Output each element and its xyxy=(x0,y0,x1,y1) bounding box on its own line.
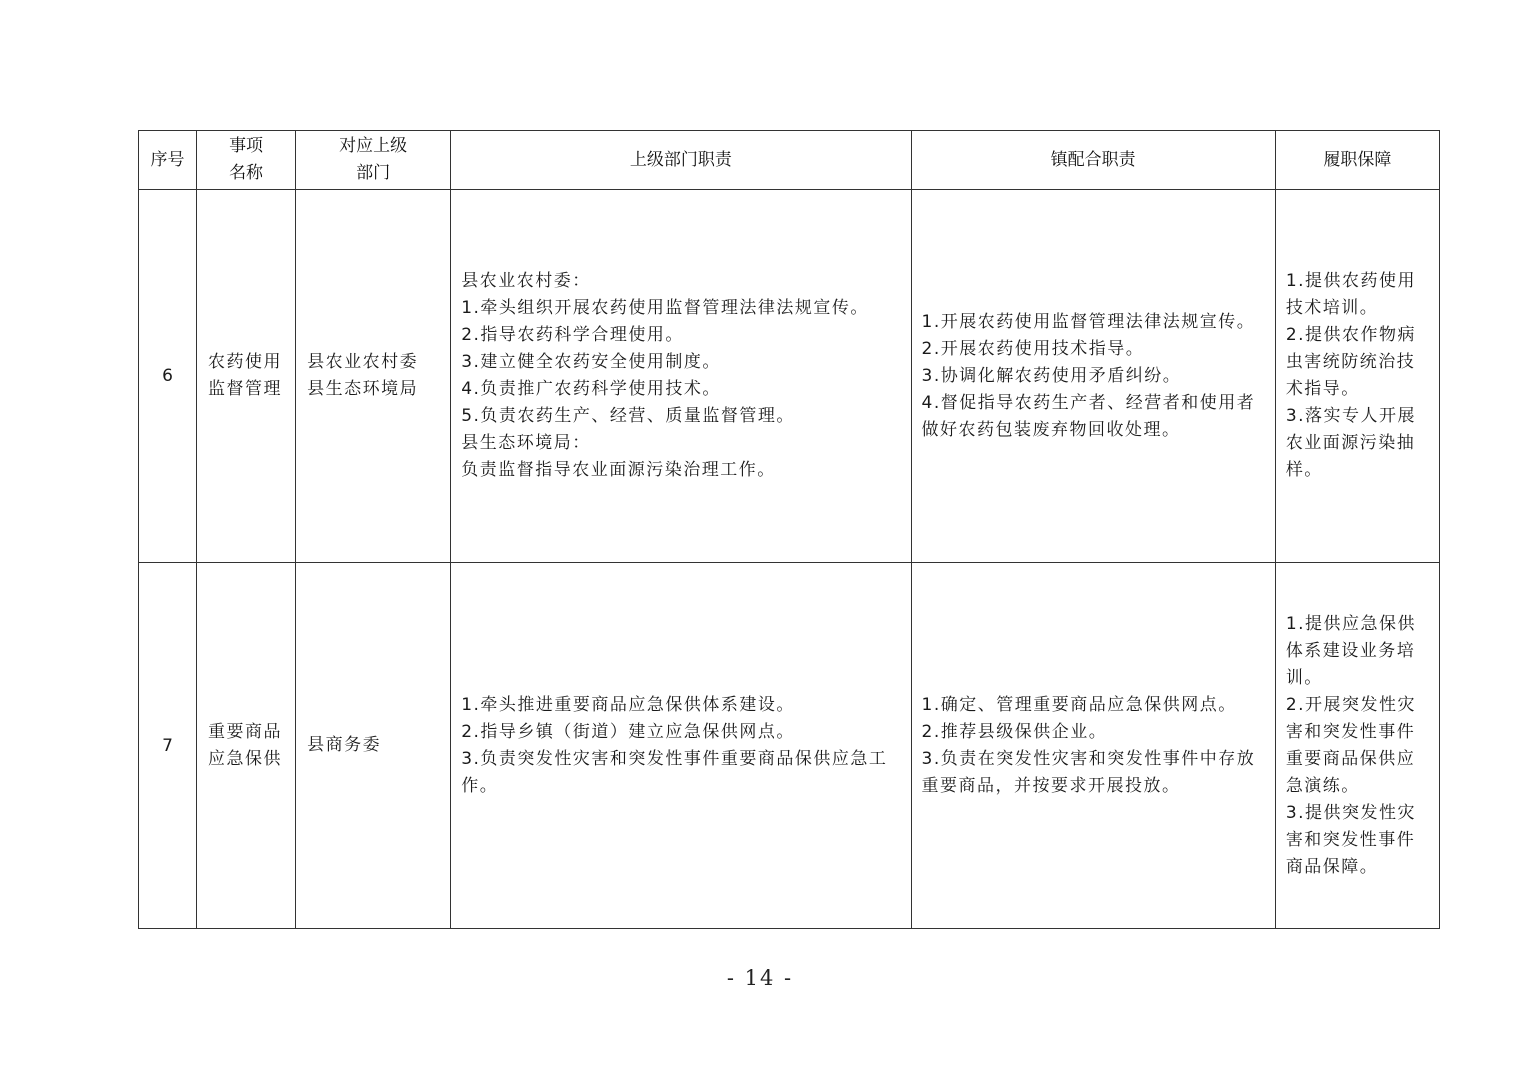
row-upper-dept xyxy=(296,563,451,929)
town-duty-line: 4.督促指导农药生产者、经营者和使用者做好农药包装废弃物回收处理。 xyxy=(921,392,1256,440)
upper-dept-line: 县农业农村委 xyxy=(307,352,419,372)
town-duty-line: 2.推荐县级保供企业。 xyxy=(921,721,1108,742)
town-duty-line: 2.开展农药使用技术指导。 xyxy=(921,338,1145,359)
item-name-line: 应急保供 xyxy=(208,748,283,769)
header-upper-dept-line: 对应上级 xyxy=(339,136,408,156)
row-guarantee xyxy=(1275,190,1439,563)
guarantee-line: 3.落实专人开展农业面源污染抽样。 xyxy=(1285,406,1417,480)
town-duty-line: 3.负责在突发性灾害和突发性事件中存放重要商品，并按要求开展投放。 xyxy=(921,748,1256,796)
duty-table xyxy=(138,130,1440,929)
row-guarantee xyxy=(1275,563,1439,929)
row-item-name xyxy=(197,563,296,929)
upper-duty-line: 3.建立健全农药安全使用制度。 xyxy=(461,352,721,372)
header-upper-dept xyxy=(296,131,451,190)
page-number: - 14 - xyxy=(726,966,794,990)
upper-duty-line: 2.指导乡镇（街道）建立应急保供网点。 xyxy=(461,721,795,742)
item-name-line: 重要商品 xyxy=(208,721,283,742)
header-item-name-line: 名称 xyxy=(229,163,264,183)
item-name-line: 监督管理 xyxy=(208,379,283,399)
upper-duty-line: 县生态环境局： xyxy=(461,433,591,453)
row-upper-duty xyxy=(451,563,911,929)
guarantee-line: 1.提供农药使用技术培训。 xyxy=(1285,271,1417,318)
header-upper-dept-line: 部门 xyxy=(356,163,391,183)
table-row xyxy=(139,563,1440,929)
header-row xyxy=(139,131,1440,190)
row-seq: 7 xyxy=(139,563,197,929)
guarantee-line: 2.开展突发性灾害和突发性事件重要商品保供应急演练。 xyxy=(1285,694,1417,796)
upper-duty-line: 1.牵头推进重要商品应急保供体系建设。 xyxy=(461,694,795,715)
header-seq: 序号 xyxy=(139,131,197,190)
row-item-name xyxy=(197,190,296,563)
upper-duty-line: 1.牵头组织开展农药使用监督管理法律法规宣传。 xyxy=(461,298,869,318)
row-upper-duty xyxy=(451,190,911,563)
header-item-name xyxy=(197,131,296,190)
guarantee-line: 3.提供突发性灾害和突发性事件商品保障。 xyxy=(1285,802,1417,877)
town-duty-line: 1.确定、管理重要商品应急保供网点。 xyxy=(921,694,1237,715)
item-name-line: 农药使用 xyxy=(208,352,283,372)
table-row xyxy=(139,190,1440,563)
upper-duty-line: 5.负责农药生产、经营、质量监督管理。 xyxy=(461,406,795,426)
header-item-name-line: 事项 xyxy=(229,136,264,156)
upper-duty-line: 3.负责突发性灾害和突发性事件重要商品保供应急工作。 xyxy=(461,748,888,796)
row-seq: 6 xyxy=(139,190,197,563)
upper-dept-line: 县生态环境局 xyxy=(307,379,419,399)
guarantee-line: 2.提供农作物病虫害统防统治技术指导。 xyxy=(1285,325,1417,399)
upper-duty-line: 2.指导农药科学合理使用。 xyxy=(461,325,684,345)
row-town-duty xyxy=(911,563,1275,929)
header-town-duty: 镇配合职责 xyxy=(911,131,1275,190)
upper-duty-line: 负责监督指导农业面源污染治理工作。 xyxy=(461,460,776,480)
upper-dept-line: 县商务委 xyxy=(307,735,382,755)
table-header xyxy=(139,131,1440,190)
upper-duty-line: 4.负责推广农药科学使用技术。 xyxy=(461,379,721,399)
guarantee-line: 1.提供应急保供体系建设业务培训。 xyxy=(1285,613,1417,688)
table-body xyxy=(139,190,1440,929)
town-duty-line: 3.协调化解农药使用矛盾纠纷。 xyxy=(921,365,1182,386)
header-guarantee: 履职保障 xyxy=(1275,131,1439,190)
town-duty-line: 1.开展农药使用监督管理法律法规宣传。 xyxy=(921,311,1256,332)
upper-duty-line: 县农业农村委： xyxy=(461,271,591,291)
row-upper-dept xyxy=(296,190,451,563)
row-town-duty xyxy=(911,190,1275,563)
header-upper-duty: 上级部门职责 xyxy=(451,131,911,190)
